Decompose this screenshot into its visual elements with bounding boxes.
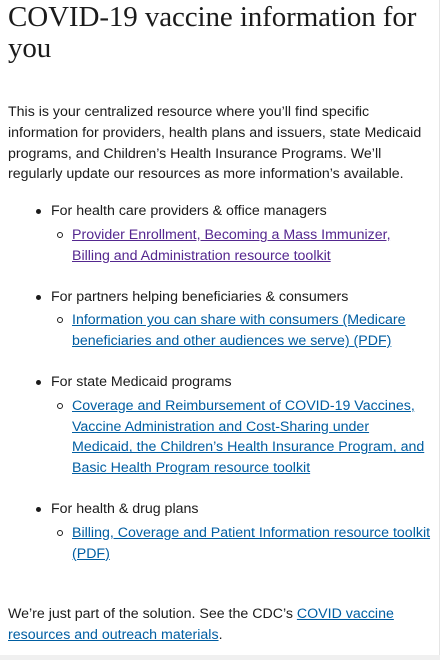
bullet-icon [36,507,41,512]
list-item [8,372,431,479]
section-heading-providers: For health care providers & office managers [51,203,327,220]
cdc-resources-link[interactable]: COVID vaccine resources and outreach materials [8,606,394,644]
circle-bullet-icon [57,317,63,323]
plans-toolkit-link[interactable]: Billing, Coverage and Patient Information resource toolkit (PDF) [72,524,431,562]
sub-list [51,225,431,267]
medicaid-toolkit-link[interactable]: Coverage and Reimbursement of COVID-19 Vaccines, Vaccine Administration and Cost-Sharing under Medicaid, the Children’s Health Insurance Program, and Basic Health Program resource toolkit [72,397,425,477]
list-item [8,287,431,352]
outro-paragraph [8,604,431,646]
resource-list [8,201,431,564]
sub-list [51,396,431,479]
sub-list [51,523,431,565]
footer-divider [0,655,440,660]
sub-list-item [51,310,431,352]
section-heading-medicaid: For state Medicaid programs [51,373,232,390]
bullet-icon [36,295,41,300]
outro-end: . [218,627,223,644]
intro-paragraph: This is your centralized resource where you’ll find specific information for providers, health plans and issuers, state Medicaid programs, and Children’s Health Insurance Programs. We’ll regularly update our resources as more information’s available. [8,104,422,183]
providers-toolkit-link[interactable]: Provider Enrollment, Becoming a Mass Immunizer, Billing and Administration resource toolkit [72,226,391,264]
consumer-info-link[interactable]: Information you can share with consumers (Medicare beneficiaries and other audiences we serve) (PDF) [72,312,406,350]
circle-bullet-icon [57,403,63,409]
circle-bullet-icon [57,530,63,536]
page-title: COVID-19 vaccine information for you [8,1,417,64]
circle-bullet-icon [57,232,63,238]
bullet-icon [36,209,41,214]
outro-text: We’re just part of the solution. See the CDC’s [8,606,297,623]
section-heading-plans: For health & drug plans [51,500,199,517]
bullet-icon [36,380,41,385]
sub-list [51,310,431,352]
sub-list-item [51,225,431,267]
sub-list-item [51,396,431,479]
list-item [8,201,431,266]
section-heading-partners: For partners helping beneficiaries & consumers [51,288,349,305]
list-item [8,499,431,564]
sub-list-item [51,523,431,565]
